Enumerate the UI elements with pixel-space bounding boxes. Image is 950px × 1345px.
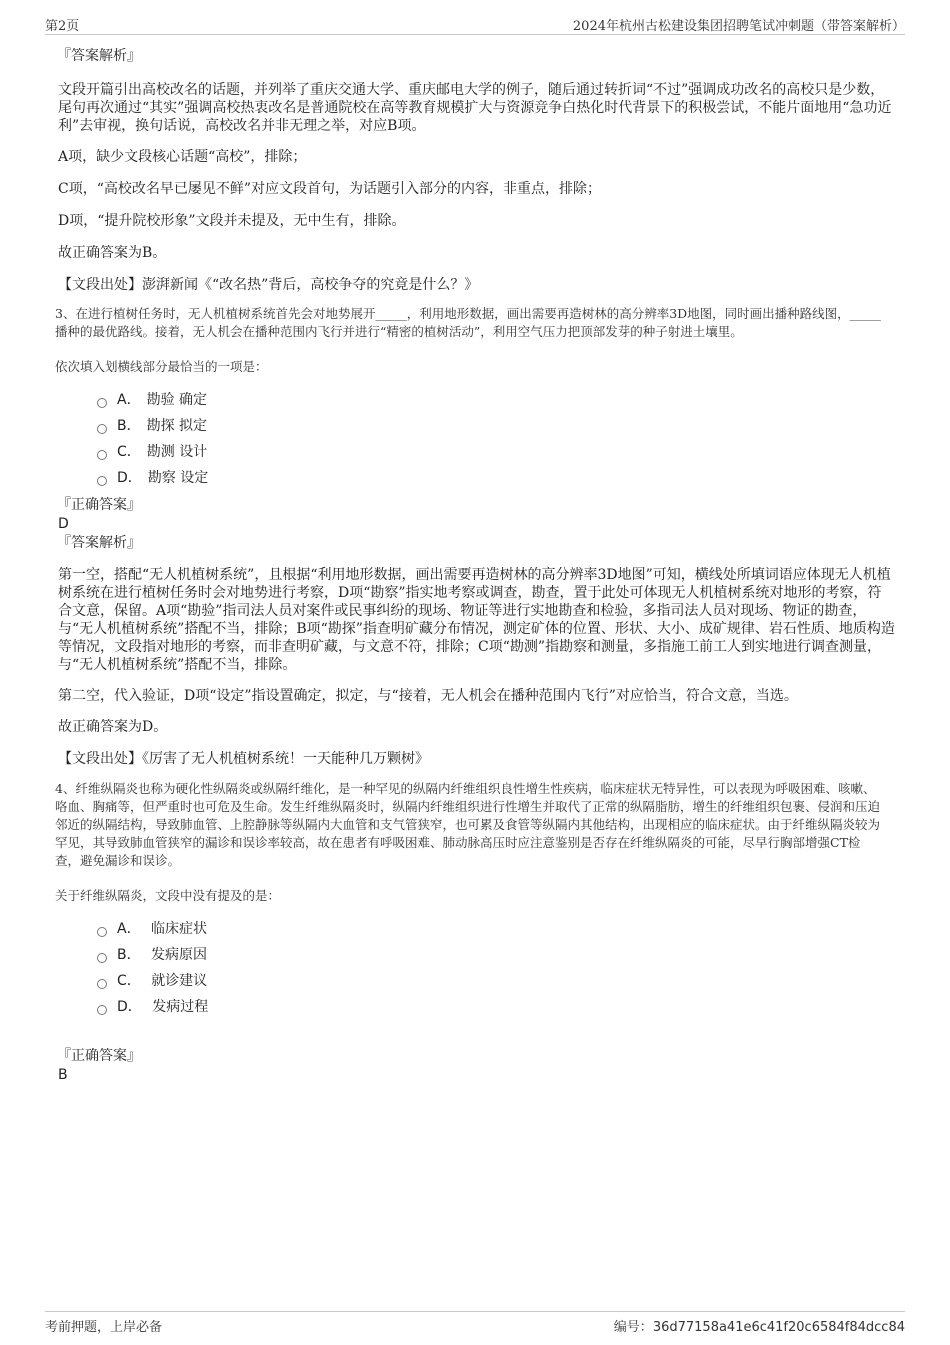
q4-options — [97, 916, 905, 1020]
radio-icon[interactable] — [97, 424, 107, 434]
q3-options — [97, 387, 905, 491]
radio-icon[interactable] — [97, 979, 107, 989]
q2-source: 【文段出处】澎湃新闻《“改名热”背后，高校争夺的究竟是什么？》 — [58, 277, 479, 293]
q4-option-a[interactable]: A． 临床症状 — [97, 916, 905, 942]
q3-analysis-paragraph-1: 第一空，搭配“无人机植树系统”，且根据“利用地形数据，画出需要再造树林的高分辨率3D地图”可知，横线处所填词语应体现无人机植树系统在进行植树任务时会对地势进行考察，D项“勘察”指实地考察或调查，勘查，置于此处可体现无人机植树系统对地形的考察，符合文意，保留。A项“勘验”指司法人员对案件或民事纠纷的现场、物证等进行实地勘查和检验，多指司法人员对现场、物证的勘查，与“无人机植树系统”搭配不当，排除；B项“勘探”指查明矿藏分布情况，测定矿体的位置、形状、大小、成矿规律、岩石性质、地质构造等情况，文段指对地形的考察，而非查明矿藏，与文意不符，排除；C项“勘测”指勘察和测量，多指施工前工人到实地进行调查测量，与“无人机植树系统”搭配不当，排除。 — [58, 567, 895, 673]
document-title: 2024年杭州古松建设集团招聘笔试冲刺题（带答案解析） — [572, 19, 905, 34]
q2-analysis-option-c: C项，“高校改名早已屡见不鲜”对应文段首句，为话题引入部分的内容，非重点，排除； — [58, 181, 602, 197]
page-content — [45, 44, 905, 1084]
radio-icon[interactable] — [97, 398, 107, 408]
q3-option-a[interactable]: A． 勘验 确定 — [97, 387, 905, 413]
q4-correct-answer: B — [58, 1067, 68, 1083]
document-code — [614, 1316, 905, 1335]
q3-option-d[interactable]: D． 勘察 设定 — [97, 465, 905, 491]
q3-option-b[interactable]: B． 勘探 拟定 — [97, 413, 905, 439]
q3-stem: 3、在进行植树任务时，无人机植树系统首先会对地势展开_____，利用地形数据，画出需要再造树林的高分辨率3D地图，同时画出播种路线图，_____播种的最优路线。接着，无人机会在播种范围内飞行并进行“精密的植树活动”，利用空气压力把顶部发芽的种子射进土壤里。 — [55, 306, 881, 339]
page-footer — [45, 1311, 905, 1334]
q3-source: 【文段出处】《厉害了无人机植树系统！一天能种几万颗树》 — [58, 751, 429, 767]
document-code-value: 36d77158a41e6c41f20c6584f84dcc84 — [652, 1320, 905, 1335]
q2-analysis-option-d: D项，“提升院校形象”文段并未提及，无中生有，排除。 — [58, 213, 406, 229]
q4-correct-label: 『正确答案』 — [57, 1048, 141, 1064]
q4-prompt: 关于纤维纵隔炎，文段中没有提及的是： — [55, 888, 281, 903]
q2-conclusion: 故正确答案为B。 — [58, 245, 167, 261]
q4-option-d[interactable]: D． 发病过程 — [97, 994, 905, 1020]
footer-slogan: 考前押题，上岸必备 — [45, 1320, 163, 1335]
q3-correct-label: 『正确答案』 — [57, 497, 141, 513]
radio-icon[interactable] — [97, 927, 107, 937]
q2-analysis-option-a: A项，缺少文段核心话题“高校”，排除； — [58, 149, 307, 165]
q2-analysis-paragraph: 文段开篇引出高校改名的话题，并列举了重庆交通大学、重庆邮电大学的例子，随后通过转折词“不过”强调成功改名的高校只是少数，尾句再次通过“其实”强调高校热衷改名是普通院校在高等教育规模扩大与资源竞争白热化时代背景下的积极尝试，不能片面地用“急功近利”去审视，换句话说，高校改名并非无理之举，对应B项。 — [58, 82, 892, 134]
q4-option-b[interactable]: B． 发病原因 — [97, 942, 905, 968]
q4-option-c[interactable]: C． 就诊建议 — [97, 968, 905, 994]
q2-analysis-label: 『答案解析』 — [57, 48, 141, 64]
page-header — [45, 14, 905, 35]
q3-option-c[interactable]: C． 勘测 设计 — [97, 439, 905, 465]
radio-icon[interactable] — [97, 953, 107, 963]
q3-analysis-label: 『答案解析』 — [57, 535, 141, 551]
q3-conclusion: 故正确答案为D。 — [58, 719, 168, 735]
radio-icon[interactable] — [97, 1005, 107, 1015]
q3-prompt: 依次填入划横线部分最恰当的一项是： — [55, 359, 268, 374]
page-number: 第2页 — [45, 19, 80, 34]
document-code-label: 编号： — [613, 1320, 653, 1335]
q3-analysis-paragraph-2: 第二空，代入验证，D项“设定”指设置确定，拟定，与“接着，无人机会在播种范围内飞行”对应恰当，符合文意，当选。 — [58, 688, 798, 704]
q4-stem: 4、纤维纵隔炎也称为硬化性纵隔炎或纵隔纤维化，是一种罕见的纵隔内纤维组织良性增生性疾病，临床症状无特异性，可以表现为呼吸困难、咳嗽、咯血、胸痛等，但严重时也可危及生命。发生纤维纵隔炎时，纵隔内纤维组织进行性增生并取代了正常的纵隔脂肪，增生的纤维组织包裹、侵润和压迫邻近的纵隔结构，导致肺血管、上腔静脉等纵隔内大血管和支气管狭窄，也可累及食管等纵隔内其他结构，出现相应的临床症状。由于纤维纵隔炎较为罕见，其导致肺血管狭窄的漏诊和误诊率较高，故在患者有呼吸困难、肺动脉高压时应注意鉴别是否存在纤维纵隔炎的可能，尽早行胸部增强CT检查，避免漏诊和误诊。 — [55, 781, 881, 868]
q3-correct-answer: D — [58, 516, 69, 532]
radio-icon[interactable] — [97, 450, 107, 460]
radio-icon[interactable] — [97, 476, 107, 486]
